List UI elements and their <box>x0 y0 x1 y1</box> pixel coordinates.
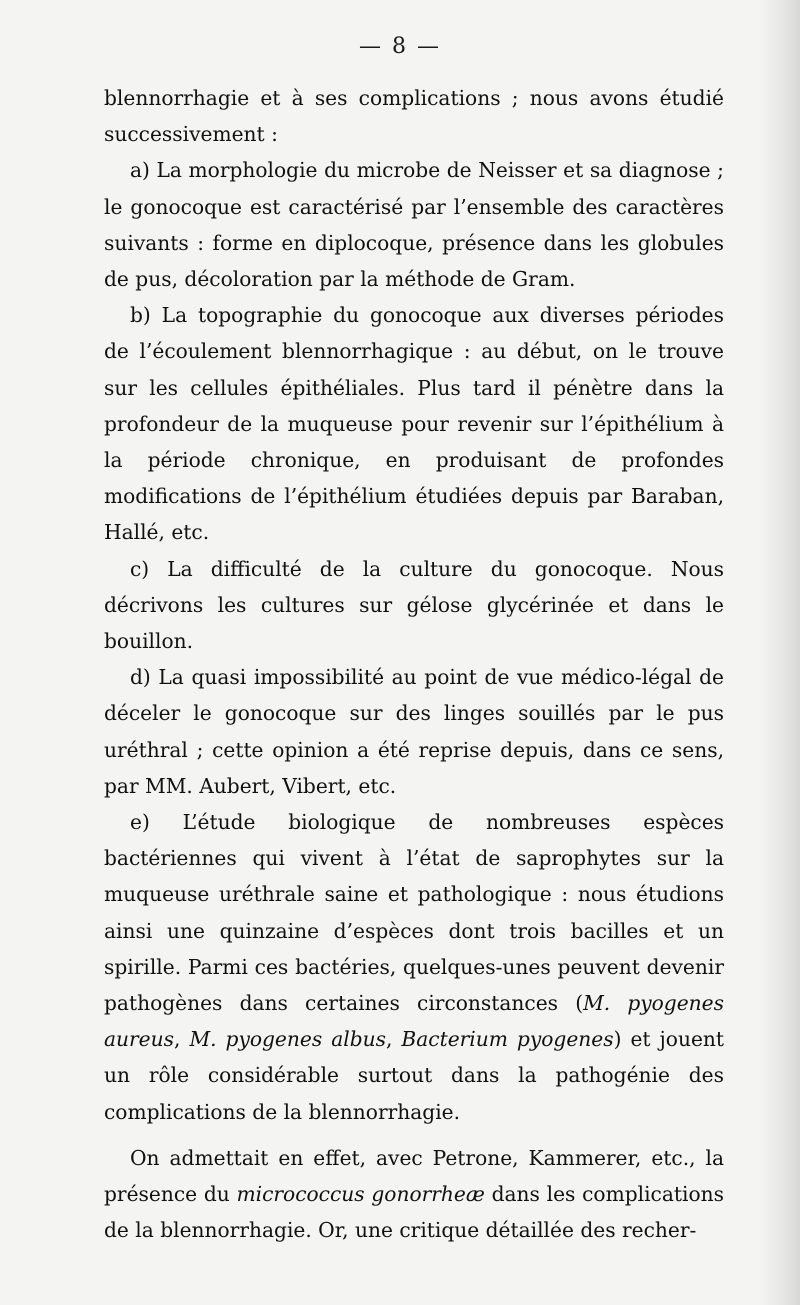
paragraph-intro: blennorrhagie et à ses complications ; nous avons étudié successivement : <box>104 86 724 147</box>
paragraph-e-text-2: ) et jouent un rôle considérable surtout dans la pathogénie des complications de la blennorrhagie. <box>104 1027 725 1124</box>
paragraph-e-sep-2: , <box>385 1027 402 1052</box>
paragraph-d: d) La quasi impossibilité au point de vue médico-légal de déceler le gonocoque sur des linges souillés par le pus uréthral ; cette opinion a été reprise depuis, dans ce sens, par MM. Aubert, Vibert, etc. <box>104 665 724 798</box>
page-number: — 8 — <box>359 34 441 59</box>
page-edge-shadow <box>760 0 800 1305</box>
italic-m-pyogenes-albus: M. pyogenes albus <box>189 1027 386 1052</box>
paragraph-e-text-1: e) L’étude biologique de nombreuses espèces bactériennes qui vivent à l’état de saprophytes sur la muqueuse uréthrale saine et pathologique : nous étudions ainsi une quinzaine d’espèces dont trois bacilles et un spirille. Parmi ces bactéries, quelques-unes peuvent devenir pathogènes dans certaines circonstances ( <box>104 810 724 1016</box>
paragraph-a: a) La morphologie du microbe de Neisser et sa diagnose ; le gonocoque est caractérisé par l’ensemble des caractères suivants : forme en diplocoque, présence dans les globules de pus, décoloration par la méthode de Gram. <box>104 158 724 292</box>
body-text <box>104 80 724 1249</box>
italic-bacterium-pyogenes: Bacterium pyogenes <box>401 1027 614 1052</box>
italic-m-pyogenes-aureus: M. pyogenes aureus <box>104 991 724 1052</box>
paragraph-c: c) La difficulté de la culture du gonocoque. Nous décrivons les cultures sur gélose glycérinée et dans le bouillon. <box>104 556 724 654</box>
paragraph-e <box>104 804 724 1130</box>
paragraph-b: b) La topographie du gonocoque aux diverses périodes de l’écoulement blennorrhagique : au début, on le trouve sur les cellules épithéliales. Plus tard il pénètre dans la profondeur de la muqueuse pour revenir sur l’épithélium à la période chronique, en produisant de profondes modifications de l’épithélium étudiées depuis par Baraban, Hallé, etc. <box>104 303 724 545</box>
paragraph-final-text-2: dans les complications de la blennorrhagie. Or, une critique détaillée des recher- <box>104 1182 724 1243</box>
italic-micrococcus-gonorrheae: micrococcus gonorrheæ <box>236 1182 485 1207</box>
paragraph-e-sep-1: , <box>174 1027 190 1052</box>
paragraph-final-text-1: On admettait en effet, avec Petrone, Kammerer, etc., la présence du <box>104 1145 724 1207</box>
paragraph-final <box>104 1140 724 1249</box>
